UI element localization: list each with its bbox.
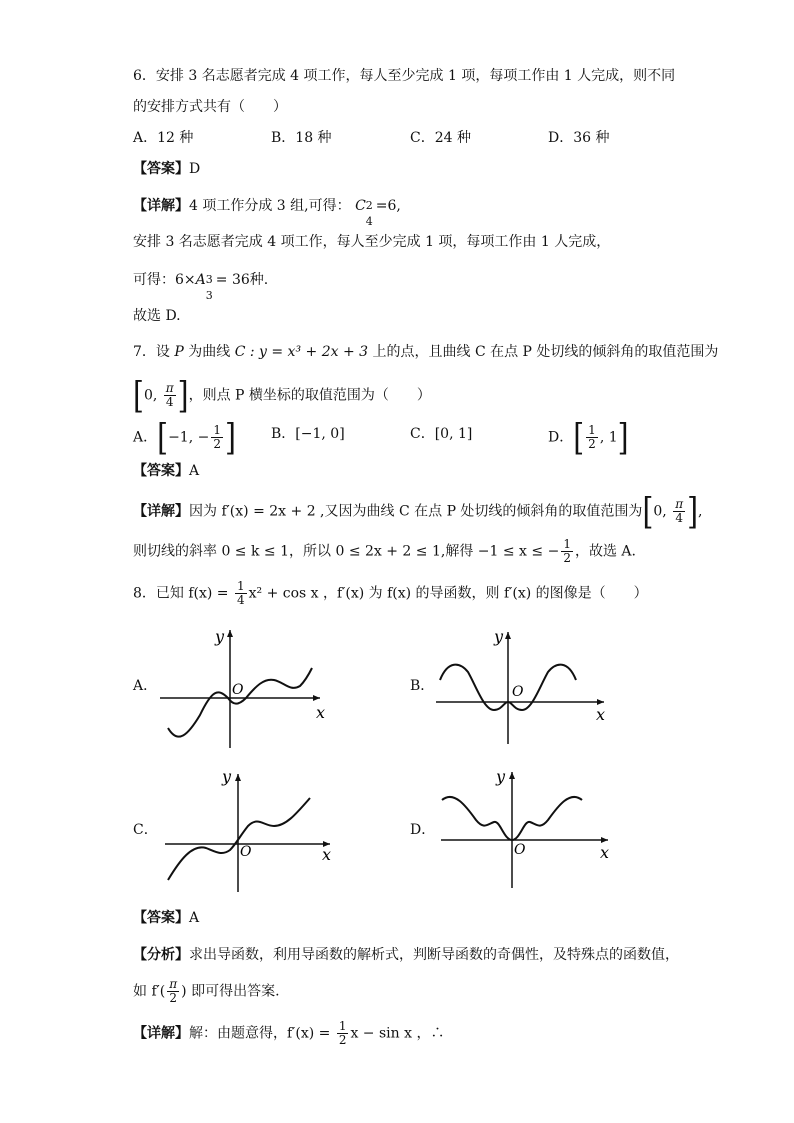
frac-num: 1 <box>588 423 596 437</box>
origin-label: O <box>512 684 524 700</box>
graph-c-label: C． <box>133 822 158 838</box>
frac-num: 1 <box>338 1019 347 1033</box>
graph-a <box>160 620 340 755</box>
analysis-tag: 【分析】 <box>133 947 189 963</box>
frac-num: 1 <box>237 579 245 593</box>
q7-detail2 <box>133 538 636 565</box>
one-half <box>337 1020 349 1047</box>
arrangement-sub: 3 <box>205 289 213 302</box>
q6-line2: 的安排方式共有（ ） <box>133 99 287 115</box>
x-label: x <box>316 703 326 722</box>
q8-analysis1 <box>133 945 679 965</box>
graph-b-label: B． <box>410 678 435 694</box>
graph-b <box>436 620 616 755</box>
frac-den: 4 <box>675 511 683 525</box>
x-label: x <box>596 705 606 724</box>
q7-option-a <box>133 415 236 459</box>
q7-option-c: C．[0, 1] <box>410 426 473 442</box>
curve <box>168 668 312 737</box>
right-bracket: ] <box>224 415 236 459</box>
frac <box>586 424 598 451</box>
graph-c <box>160 760 340 895</box>
frac <box>211 424 223 451</box>
opt-label: A． <box>133 429 158 446</box>
y-label: y <box>215 627 225 646</box>
x-arrow <box>313 695 320 701</box>
y-arrow <box>227 630 233 637</box>
frac-num: π <box>165 381 174 395</box>
y-arrow <box>509 772 515 779</box>
detail-tag: 【详解】 <box>133 503 189 520</box>
frac-num: 1 <box>213 423 221 437</box>
answer-value: A <box>189 910 200 926</box>
frac-den: 2 <box>563 551 571 565</box>
combination-sub: 4 <box>365 215 373 228</box>
q6-line3: 安排 3 名志愿者完成 4 项工作，每人至少完成 1 项，每项工作由 1 人完成， <box>133 234 611 250</box>
q7-option-d <box>548 415 629 459</box>
graph-d <box>436 760 616 895</box>
arrangement-symbol: A <box>195 272 206 288</box>
line4-pre: 可得：6× <box>133 272 196 288</box>
answer-tag: 【答案】 <box>133 910 189 926</box>
opt-value: , 1 <box>599 429 618 446</box>
q7-post: 上的点，且曲线 C 在点 P 处切线的倾斜角的取值范围为 <box>368 344 719 360</box>
analysis2-post: ) 即可得出答案. <box>181 983 280 1000</box>
q8-line1 <box>133 580 648 607</box>
q7-line2-post: ，则点 P 横坐标的取值范围为（ ） <box>188 387 431 404</box>
q7-answer <box>133 461 199 481</box>
q6-detail <box>133 196 401 228</box>
detail-post: x − sin x ，∴ <box>350 1025 445 1042</box>
pi-over-4 <box>164 382 176 409</box>
y-label: y <box>496 767 506 786</box>
q7-prefix: 7．设 <box>133 344 175 360</box>
answer-value: A <box>189 463 200 479</box>
graph-a-label: A． <box>133 678 158 694</box>
graph-d-label: D． <box>410 822 436 838</box>
frac-den: 4 <box>165 395 174 409</box>
frac-den: 2 <box>588 437 596 451</box>
x-label: x <box>600 843 610 862</box>
q6-line5: 故选 D. <box>133 308 181 324</box>
curve <box>168 798 310 880</box>
q8-answer <box>133 908 199 928</box>
q7-detail1: 【详解】因为 f′(x) = 2x + 2 ,又因为曲线 C 在点 P 处切线的倾斜角的取值范围为[0, $\frac{\pi}{4}$ ], <box>133 489 703 533</box>
right-bracket: ] <box>177 373 189 417</box>
q6-option-a: A．12 种 <box>133 130 194 146</box>
frac-den: 2 <box>169 991 178 1005</box>
pi-over-4 <box>673 498 685 525</box>
left-bracket: [ <box>157 415 169 459</box>
q8-mid: x² + cos x ，f′(x) 为 f(x) 的导函数，则 f′(x) 的图像是（ ） <box>248 585 648 602</box>
frac-den: 4 <box>237 593 245 607</box>
answer-value: D <box>189 161 201 177</box>
origin-label: O <box>240 844 252 860</box>
y-arrow <box>235 774 241 781</box>
pi-over-2 <box>167 978 179 1005</box>
analysis-text: 求出导函数，利用导函数的解析式，判断导函数的奇偶性，及特殊点的函数值， <box>189 947 679 963</box>
answer-tag: 【答案】 <box>133 161 189 177</box>
q7-mid: 为曲线 <box>183 344 235 360</box>
x-label: x <box>322 845 332 864</box>
q6-line4 <box>133 270 269 302</box>
right-bracket: ] <box>617 415 629 459</box>
left-bracket: [ <box>642 489 654 533</box>
combination-symbol: C <box>355 198 366 214</box>
q8-analysis2 <box>133 978 280 1005</box>
detail-text: 4 项工作分成 3 组,可得： <box>189 198 351 214</box>
detail-pre: 解：由题意得，f′(x) = <box>189 1025 335 1042</box>
q6-option-b: B．18 种 <box>271 130 332 146</box>
q8-detail <box>133 1020 444 1047</box>
q8-prefix: 8．已知 f(x) = <box>133 585 233 602</box>
detail2-post: ，故选 A. <box>574 543 636 560</box>
y-arrow <box>505 632 511 639</box>
frac-num: π <box>675 497 684 511</box>
detail2-pre: 则切线的斜率 0 ≤ k ≤ 1，所以 0 ≤ 2x + 2 ≤ 1,解得 −1 ≤ x ≤ − <box>133 543 560 560</box>
frac-num: π <box>169 977 178 991</box>
frac-den: 2 <box>338 1033 347 1047</box>
detail-text: 因为 f′(x) = 2x + 2 ,又因为曲线 C 在点 P 处切线的倾斜角的取值范围为 <box>189 503 643 520</box>
y-label: y <box>494 627 504 646</box>
detail-tag: 【详解】 <box>133 1025 189 1042</box>
arrangement-sup: 3 <box>205 273 213 286</box>
frac-num: 1 <box>563 537 571 551</box>
frac-den: 2 <box>213 437 221 451</box>
right-bracket: ] <box>687 489 699 533</box>
origin-label: O <box>514 842 526 858</box>
q6-option-d: D．36 种 <box>548 130 610 146</box>
opt-label: D． <box>548 429 574 446</box>
analysis2-pre: 如 f′( <box>133 983 166 1000</box>
quarter <box>235 580 247 607</box>
curve-equation: C : y = x³ + 2x + 3 <box>234 344 369 360</box>
line4-post: = 36种. <box>215 272 269 288</box>
interval-start: 0, <box>653 503 672 520</box>
point-p: P <box>174 344 184 360</box>
q6-option-c: C．24 种 <box>410 130 471 146</box>
opt-value: −1, − <box>168 429 210 446</box>
interval-start: 0, <box>143 387 162 404</box>
y-label: y <box>222 767 232 786</box>
q7-line1 <box>133 342 718 362</box>
q7-line2 <box>133 373 431 417</box>
q7-option-b: B．[−1, 0] <box>271 426 345 442</box>
answer-tag: 【答案】 <box>133 463 189 479</box>
detail-tag: 【详解】 <box>133 198 189 214</box>
one-half <box>561 538 573 565</box>
combination-sup: 2 <box>365 199 373 212</box>
combination-value: =6, <box>375 198 401 214</box>
left-bracket: [ <box>133 373 144 417</box>
left-bracket: [ <box>573 415 585 459</box>
q6-answer <box>133 159 200 179</box>
q6-line1: 6．安排 3 名志愿者完成 4 项工作，每人至少完成 1 项，每项工作由 1 人完成，则不同 <box>133 68 676 84</box>
origin-label: O <box>232 682 244 698</box>
